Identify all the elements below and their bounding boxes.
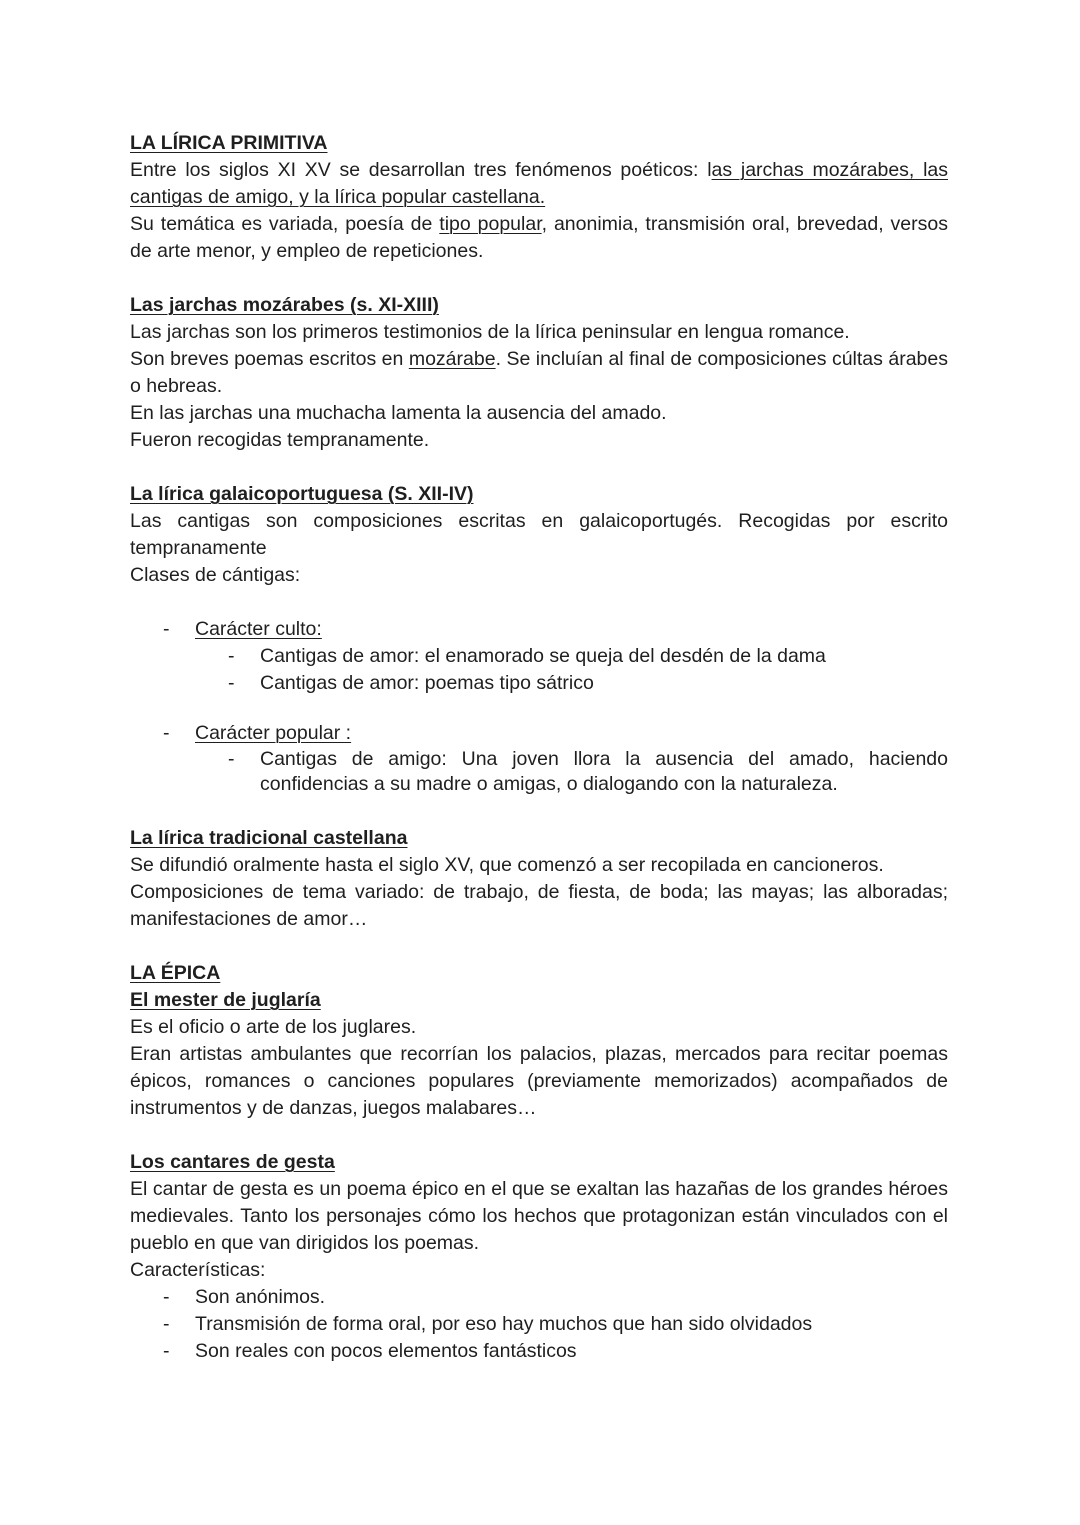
heading-mester-juglaria: El mester de juglaría <box>130 989 321 1011</box>
paragraph-tematica <box>130 211 948 265</box>
underlined-mozarabe: mozárabe <box>408 348 496 370</box>
label-caracter-culto: Carácter culto: <box>195 618 322 640</box>
line-jarchas-1: Las jarchas son los primeros testimonios de la lírica peninsular en lengua romance. <box>130 321 850 343</box>
text-jarchas-2a: Son breves poemas escritos en <box>130 348 409 370</box>
list-item: - Cantigas de amor: poemas tipo sátrico <box>195 670 948 697</box>
heading-galaicoportuguesa: La lírica galaicoportuguesa (S. XII-IV) <box>130 483 474 505</box>
list-item-caracter-culto <box>130 616 948 697</box>
heading-cantares-gesta: Los cantares de gesta <box>130 1151 335 1173</box>
underlined-fenomenos-list: as jarchas mozárabes, las cantigas de amigo, y la lírica popular castellana. <box>130 159 948 208</box>
line-tradicional-2: Composiciones de tema variado: de trabajo, de fiesta, de boda; las mayas; las alboradas; manifestaciones de amor… <box>130 881 948 930</box>
line-tradicional-1: Se difundió oralmente hasta el siglo XV, que comenzó a ser recopilada en cancioneros. <box>130 854 884 876</box>
list-item: - Son reales con pocos elementos fantásticos <box>130 1338 948 1365</box>
heading-lirica-tradicional: La lírica tradicional castellana <box>130 827 408 849</box>
line-jarchas-2 <box>130 346 948 400</box>
line-jarchas-4: Fueron recogidas tempranamente. <box>130 429 430 451</box>
list-clases-cantigas-popular <box>130 720 948 797</box>
text-jarchas-2b: . Se incluían al final de composiciones cúltas árabes o hebreas. <box>130 348 948 397</box>
label-caracter-popular: Carácter popular : <box>195 722 352 744</box>
sublist-culto <box>195 643 948 697</box>
document-page <box>130 130 948 1365</box>
list-item: - Cantigas de amigo: Una joven llora la ausencia del amado, haciendo confidencias a su madre o amigas, o dialogando con la naturaleza. <box>195 747 948 797</box>
sublist-popular <box>195 747 948 797</box>
heading-lirica-primitiva: LA LÍRICA PRIMITIVA <box>130 132 328 154</box>
line-epica-1: Es el oficio o arte de los juglares. <box>130 1016 417 1038</box>
line-gesta-2: Características: <box>130 1259 266 1281</box>
text-fenomenos-intro: Entre los siglos XI XV se desarrollan tres fenómenos poéticos: l <box>130 159 712 181</box>
line-galaico-1: Las cantigas son composiciones escritas en galaicoportugés. Recogidas por escrito tempranamente <box>130 510 948 559</box>
line-galaico-2: Clases de cántigas: <box>130 564 301 586</box>
paragraph-fenomenos <box>130 157 948 211</box>
heading-epica: LA ÉPICA <box>130 962 221 984</box>
list-item-caracter-popular <box>130 720 948 797</box>
line-gesta-1: El cantar de gesta es un poema épico en el que se exaltan las hazañas de los grandes héroes medievales. Tanto los personajes cómo los hechos que protagonizan están vinculados con el pueblo en que van dirigidos los poemas. <box>130 1178 948 1254</box>
list-clases-cantigas <box>130 616 948 697</box>
heading-jarchas: Las jarchas mozárabes (s. XI-XIII) <box>130 294 439 316</box>
text-tematica-a: Su temática es variada, poesía de <box>130 213 440 235</box>
list-caracteristicas <box>130 1284 948 1365</box>
underlined-tipo-popular: tipo popular <box>439 213 542 235</box>
text-tematica-b: , anonimia, transmisión oral, brevedad, versos de arte menor, y empleo de repeticiones. <box>130 213 948 262</box>
list-item: - Son anónimos. <box>130 1284 948 1311</box>
list-item: - Cantigas de amor: el enamorado se queja del desdén de la dama <box>195 643 948 670</box>
line-epica-2: Eran artistas ambulantes que recorrían los palacios, plazas, mercados para recitar poemas épicos, romances o canciones populares (previamente memorizados) acompañados de instrumentos y de danzas, juegos malabares… <box>130 1043 948 1119</box>
list-item: - Transmisión de forma oral, por eso hay muchos que han sido olvidados <box>130 1311 948 1338</box>
line-jarchas-3: En las jarchas una muchacha lamenta la ausencia del amado. <box>130 402 667 424</box>
